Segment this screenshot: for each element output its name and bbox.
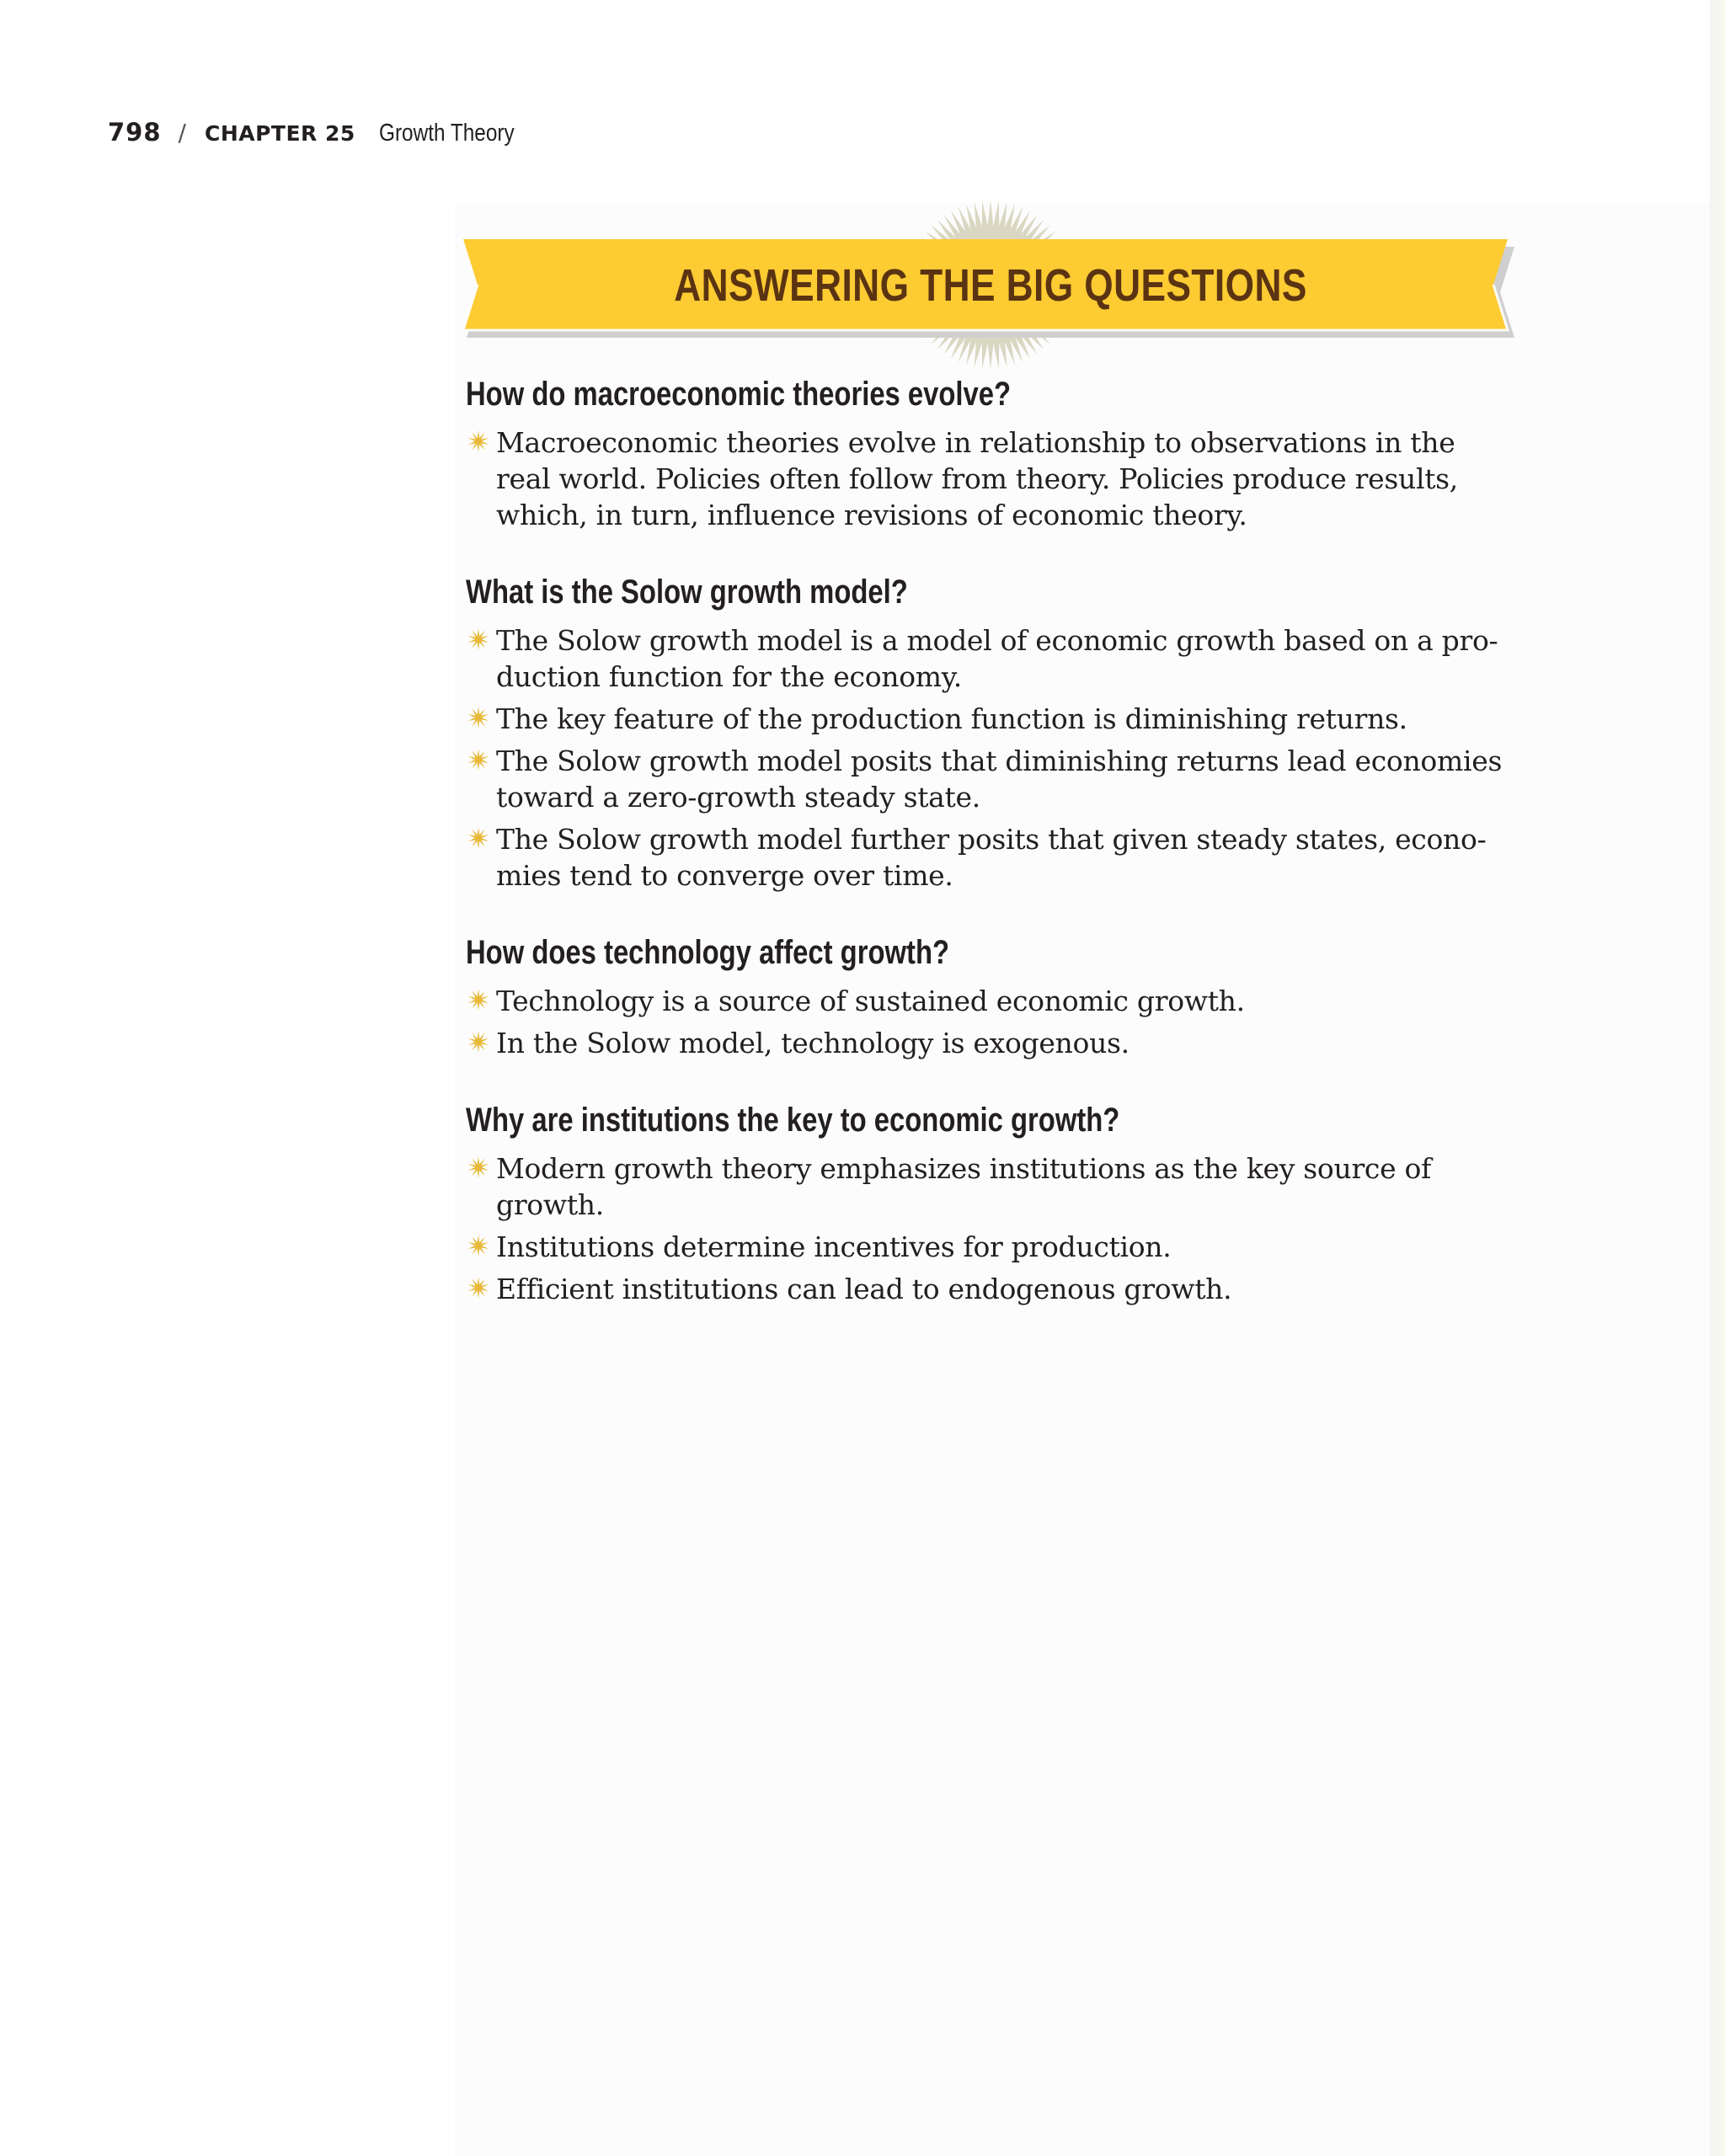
answer-bullet	[466, 1025, 1510, 1061]
answer-text: Macroeconomic theories evolve in relationship to observations in the real world. Policies often follow from theory. Policies produce results, which, in turn, influence revisions of economic theory.	[496, 426, 1458, 531]
answer-text: The Solow growth model further posits that given steady states, econo-mies tend to converge over time.	[496, 823, 1487, 892]
answer-bullet	[466, 821, 1510, 894]
running-head	[108, 118, 540, 152]
answer-text: Efficient institutions can lead to endogenous growth.	[496, 1273, 1232, 1305]
starburst-bullet-icon	[466, 825, 491, 851]
answer-text: Modern growth theory emphasizes institutions as the key source of growth.	[496, 1152, 1432, 1221]
answer-text: Technology is a source of sustained economic growth.	[496, 985, 1245, 1017]
starburst-bullet-icon	[466, 1155, 491, 1180]
answer-text: In the Solow model, technology is exogenous.	[496, 1027, 1130, 1059]
banner-title: ANSWERING THE BIG QUESTIONS	[674, 260, 1307, 311]
answer-bullet	[466, 1271, 1510, 1307]
starburst-bullet-icon	[466, 429, 491, 454]
question-section	[466, 372, 1510, 533]
answer-text: The Solow growth model is a model of economic growth based on a pro-duction function for the economy.	[496, 624, 1498, 693]
page-number: 798	[108, 118, 162, 147]
starburst-bullet-icon	[466, 1275, 491, 1300]
question-heading: How do macroeconomic theories evolve?	[466, 376, 1012, 413]
big-questions-list	[466, 372, 1510, 1344]
chapter-label: CHAPTER 25	[204, 121, 355, 146]
page-edge	[1710, 0, 1725, 2156]
question-section	[466, 570, 1510, 894]
starburst-bullet-icon	[466, 987, 491, 1012]
answer-text: The Solow growth model posits that diminishing returns lead economies toward a zero-growth steady state.	[496, 744, 1503, 814]
answer-bullet	[466, 1150, 1510, 1223]
answer-bullet	[466, 1229, 1510, 1265]
question-heading: How does technology affect growth?	[466, 934, 950, 971]
question-heading: What is the Solow growth model?	[466, 574, 908, 611]
starburst-bullet-icon	[466, 1029, 491, 1054]
question-heading: Why are institutions the key to economic growth?	[466, 1102, 1120, 1139]
answer-bullet	[466, 743, 1510, 815]
starburst-bullet-icon	[466, 1233, 491, 1258]
answer-text: Institutions determine incentives for production.	[496, 1230, 1172, 1263]
starburst-bullet-icon	[466, 627, 491, 652]
answer-text: The key feature of the production function is diminishing returns.	[496, 702, 1407, 735]
starburst-bullet-icon	[466, 705, 491, 730]
answer-bullet	[466, 983, 1510, 1019]
answer-bullet	[466, 701, 1510, 737]
starburst-bullet-icon	[466, 747, 491, 772]
answer-bullet	[466, 424, 1510, 533]
section-banner	[455, 185, 1526, 371]
question-section	[466, 1098, 1510, 1307]
answer-bullet	[466, 622, 1510, 695]
running-head-separator: /	[178, 119, 186, 147]
chapter-title: Growth Theory	[378, 120, 515, 147]
question-section	[466, 931, 1510, 1061]
